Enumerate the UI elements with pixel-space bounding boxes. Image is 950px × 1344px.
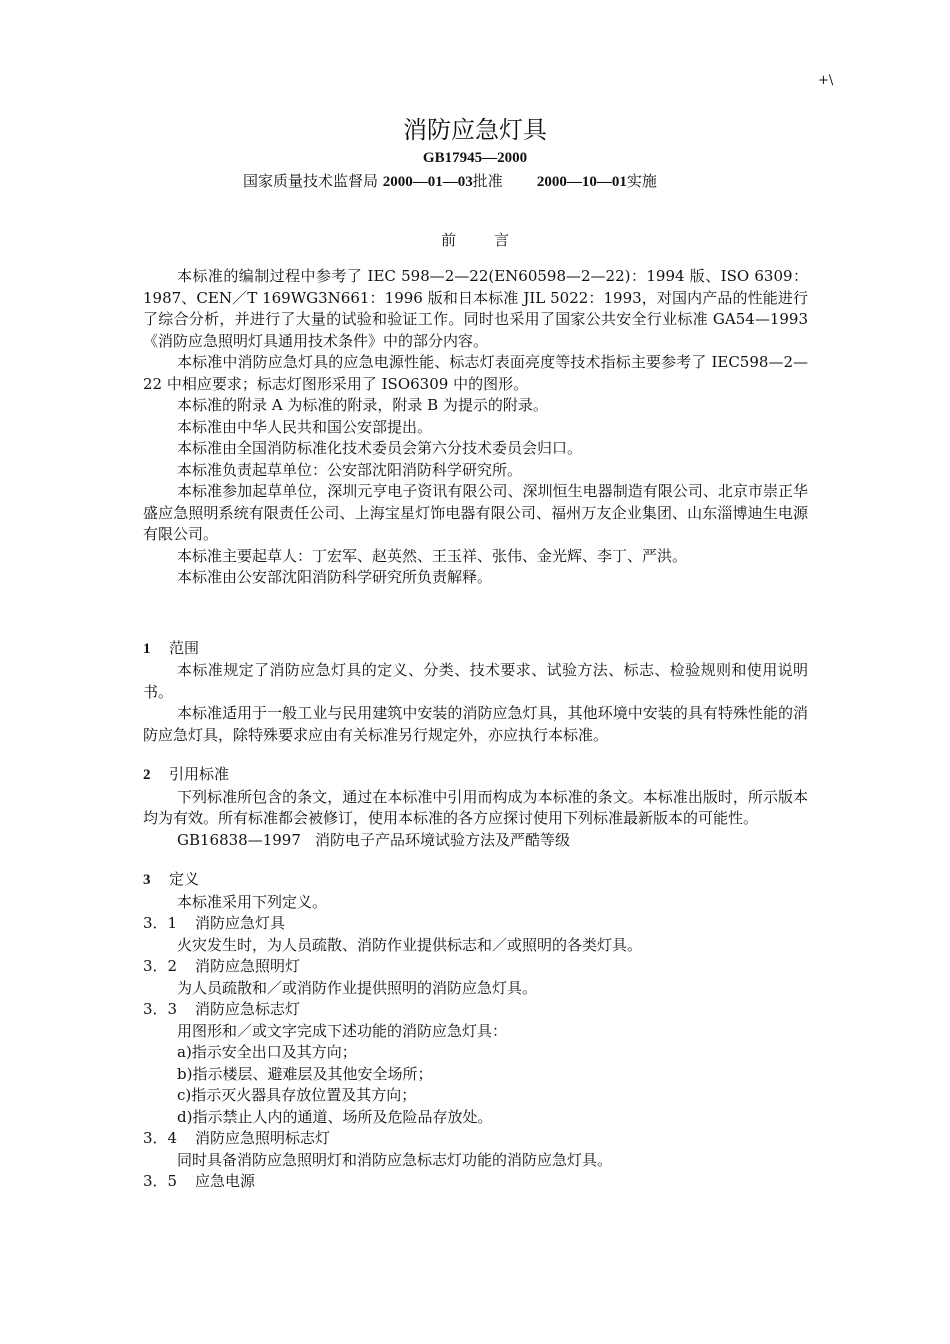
- foreword-paragraph: 本标准参加起草单位，深圳元亨电子资讯有限公司、深圳恒生电器制造有限公司、北京市崇正华盛应急照明系统有限责任公司、上海宝星灯饰电器有限公司、福州万友企业集团、山东淄博迪生电源有限公司。: [143, 482, 808, 543]
- section-heading-scope: 1 范围: [143, 638, 200, 657]
- definition-list-item: c)指示灭火器具存放位置及其方向；: [177, 1086, 417, 1104]
- definition-list-item: d)指示禁止人内的通道、场所及危险品存放处。: [177, 1107, 493, 1126]
- references-paragraph: 下列标准所包含的条文，通过在本标准中引用而构成为本标准的条文。本标准出版时，所示版本均为有效。所有标准都会被修订，使用本标准的各方应探讨使用下列标准最新版本的可能性。: [143, 787, 808, 827]
- section-heading-definitions: 3 定义: [143, 870, 200, 888]
- implementation-word: 实施: [626, 172, 657, 190]
- foreword-paragraph: 本标准中消防应急灯具的应急电源性能、标志灯表面亮度等技术指标主要参考了 IEC598—2—22 中相应要求；标志灯图形采用了 ISO6309 中的图形。: [143, 353, 808, 393]
- corner-mark: +\: [818, 73, 834, 88]
- definition-term: 3．2 消防应急照明灯: [143, 957, 301, 975]
- foreword-paragraph: 本标准的编制过程中参考了 IEC 598—2—22(EN60598—2—22)：1994 版、ISO 6309：1987、CEN／T 169WG3N661：1996 版和日本标准 JIL 5022：1993，对国内产品的性能进行了综合分析，并进行了大量的试验和验证工作。同时也采用了国家公共安全行业标准 GA54—1993《消防应急照明灯具通用技术条件》中的部分内容。: [143, 267, 808, 350]
- approval-authority: 国家质量技术监督局: [243, 172, 379, 190]
- scope-paragraph: 本标准规定了消防应急灯具的定义、分类、技术要求、试验方法、标志、检验规则和使用说明书。: [143, 661, 808, 701]
- foreword-heading: 前言: [440, 231, 547, 249]
- definition-term: 3．5 应急电源: [143, 1172, 256, 1190]
- approval-word: 批准: [472, 172, 503, 190]
- definitions-intro: 本标准采用下列定义。: [177, 892, 328, 911]
- foreword-paragraph: 本标准由公安部沈阳消防科学研究所负责解释。: [177, 568, 493, 586]
- definition-text: 火灾发生时，为人员疏散、消防作业提供标志和／或照明的各类灯具。: [177, 935, 643, 954]
- approval-date: 2000—01—03: [382, 174, 473, 190]
- foreword-paragraph: 本标准的附录 A 为标准的附录，附录 B 为提示的附录。: [177, 396, 548, 414]
- definition-list-item: b)指示楼层、避难层及其他安全场所；: [177, 1064, 433, 1083]
- definition-term: 3．4 消防应急照明标志灯: [143, 1129, 331, 1147]
- document-title: 消防应急灯具: [403, 116, 547, 144]
- foreword-paragraph: 本标准由中华人民共和国公安部提出。: [177, 417, 433, 436]
- implementation-date: 2000—10—01: [536, 174, 627, 190]
- approval-line: [243, 170, 657, 191]
- definition-list-item: a)指示安全出口及其方向；: [177, 1043, 357, 1061]
- definition-term: 3．3 消防应急标志灯: [143, 1000, 301, 1018]
- foreword-paragraph: 本标准由全国消防标准化技术委员会第六分技术委员会归口。: [177, 439, 583, 457]
- definition-text: 同时具备消防应急照明灯和消防应急标志灯功能的消防应急灯具。: [177, 1150, 613, 1169]
- reference-entry: GB16838—1997 消防电子产品环境试验方法及严酷等级: [177, 830, 571, 849]
- definition-text: 为人员疏散和／或消防作业提供照明的消防应急灯具。: [177, 978, 538, 997]
- definition-text: 用图形和／或文字完成下述功能的消防应急灯具：: [177, 1021, 508, 1040]
- scope-paragraph: 本标准适用于一般工业与民用建筑中安装的消防应急灯具，其他环境中安装的具有特殊性能的消防应急灯具，除特殊要求应由有关标准另行规定外，亦应执行本标准。: [143, 704, 808, 744]
- foreword-paragraph: 本标准负责起草单位：公安部沈阳消防科学研究所。: [177, 460, 523, 479]
- standard-number: GB17945—2000: [422, 150, 528, 166]
- definition-term: 3．1 消防应急灯具: [143, 914, 286, 932]
- foreword-paragraph: 本标准主要起草人：丁宏军、赵英然、王玉祥、张伟、金光辉、李丁、严洪。: [177, 546, 688, 565]
- section-heading-references: 2 引用标准: [143, 765, 230, 783]
- document-body: [143, 266, 808, 1193]
